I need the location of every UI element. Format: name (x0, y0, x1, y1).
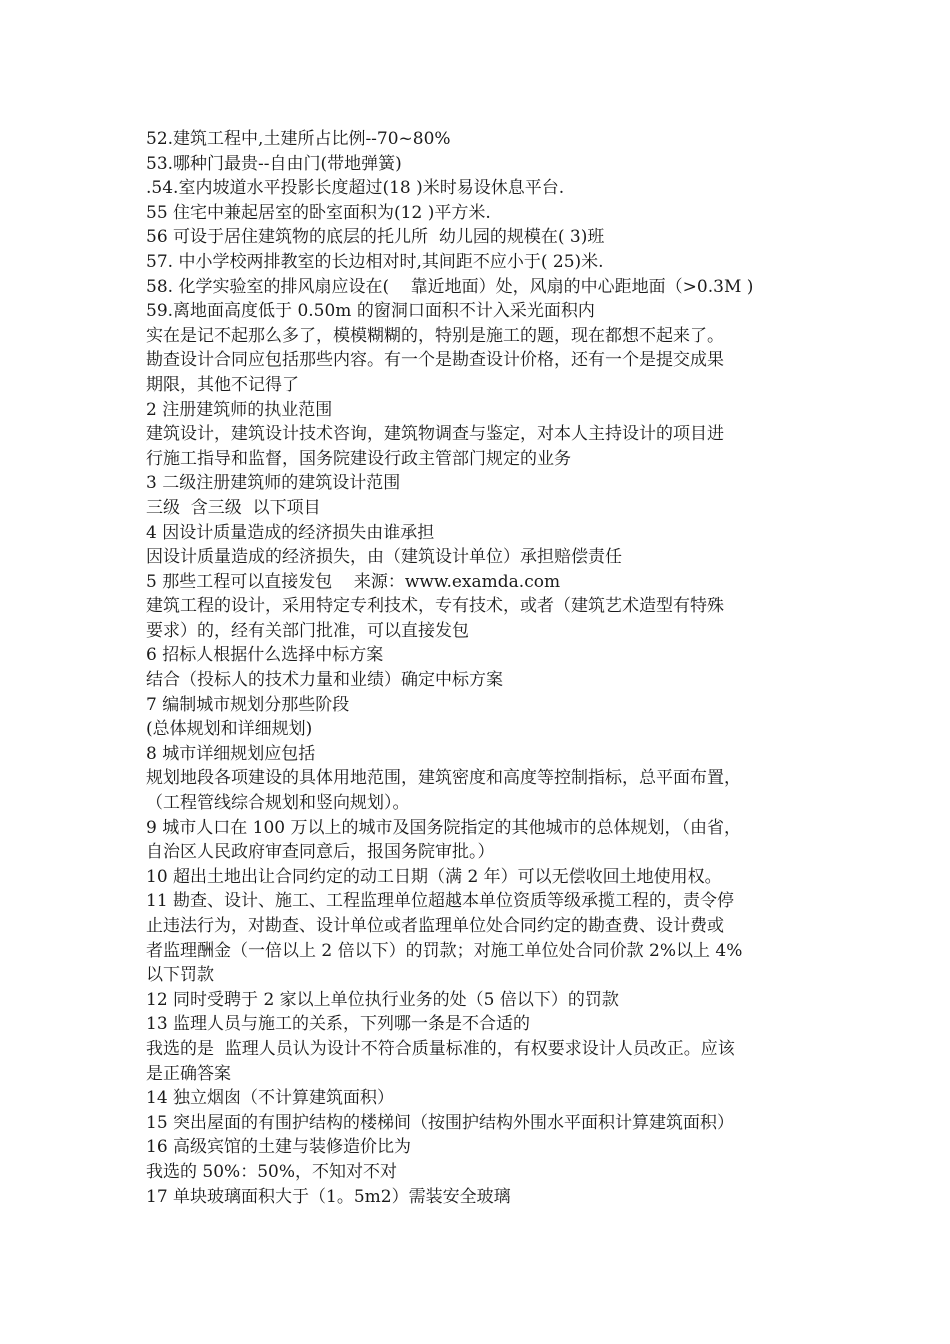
text-line: 16 高级宾馆的土建与装修造价比为 (146, 1137, 412, 1158)
text-line: 是正确答案 (146, 1063, 231, 1084)
text-line: 4 因设计质量造成的经济损失由谁承担 (146, 522, 435, 543)
text-line: 8 城市详细规划应包括 (146, 743, 316, 764)
text-line: 因设计质量造成的经济损失，由（建筑设计单位）承担赔偿责任 (146, 547, 622, 568)
text-line: 17 单块玻璃面积大于（1。5m2）需装安全玻璃 (146, 1186, 511, 1207)
text-line: 59.离地面高度低于 0.50m 的窗洞口面积不计入采光面积内 (146, 301, 595, 322)
text-line: 58. 化学实验室的排风扇应设在( 靠近地面）处，风扇的中心距地面（>0.3M ) (146, 276, 754, 297)
text-line: 15 突出屋面的有围护结构的楼梯间（按围护结构外围水平面积计算建筑面积） (146, 1112, 735, 1133)
text-line: 53.哪种门最贵--自由门(带地弹簧) (146, 153, 402, 174)
text-line: 以下罚款 (146, 965, 214, 986)
text-line: 实在是记不起那么多了，模模糊糊的，特别是施工的题，现在都想不起来了。 (146, 325, 724, 346)
text-line: （工程管线综合规划和竖向规划）。 (146, 793, 410, 814)
text-line: 勘查设计合同应包括那些内容。有一个是勘查设计价格，还有一个是提交成果 (146, 350, 724, 371)
text-line: 13 监理人员与施工的关系，下列哪一条是不合适的 (146, 1014, 531, 1035)
text-line: 要求）的，经有关部门批准，可以直接发包 (146, 620, 469, 641)
text-line: 止违法行为，对勘查、设计单位或者监理单位处合同约定的勘查费、设计费或 (146, 916, 724, 936)
text-line: 行施工指导和监督，国务院建设行政主管部门规定的业务 (146, 448, 571, 469)
text-line: 3 二级注册建筑师的建筑设计范围 (146, 473, 401, 494)
text-line: 56 可设于居住建筑物的底层的托儿所 幼儿园的规模在( 3)班 (146, 227, 605, 248)
text-line: 期限，其他不记得了 (146, 374, 299, 395)
text-line: 10 超出土地出让合同约定的动工日期（满 2 年）可以无偿收回土地使用权。 (146, 866, 722, 887)
text-line: 结合（投标人的技术力量和业绩）确定中标方案 (146, 670, 503, 691)
text-line: 6 招标人根据什么选择中标方案 (146, 645, 384, 666)
text-line: 12 同时受聘于 2 家以上单位执行业务的处（5 倍以下）的罚款 (146, 989, 619, 1010)
text-line: 建筑工程的设计，采用特定专利技术，专有技术，或者（建筑艺术造型有特殊 (146, 596, 724, 617)
text-line: 14 独立烟囱（不计算建筑面积） (146, 1088, 395, 1109)
text-line: 9 城市人口在 100 万以上的城市及国务院指定的其他城市的总体规划，（由省， (146, 817, 741, 838)
text-line: .54.室内坡道水平投影长度超过(18 )米时易设休息平台. (146, 178, 565, 199)
text-line: 57. 中小学校两排教室的长边相对时,其间距不应小于( 25)米. (146, 251, 604, 272)
text-line: 者监理酬金（一倍以上 2 倍以下）的罚款；对施工单位处合同价款 2%以上 4% (146, 940, 743, 961)
text-line: 我选的 50%：50%，不知对不对 (146, 1161, 397, 1182)
text-line: 55 住宅中兼起居室的卧室面积为(12 )平方米. (146, 202, 491, 223)
text-line: 我选的是 监理人员认为设计不符合质量标准的，有权要求设计人员改正。应该 (146, 1038, 735, 1059)
text-line: 自治区人民政府审查同意后，报国务院审批。） (146, 842, 495, 863)
document-body (146, 127, 826, 1209)
text-line: 三级 含三级 以下项目 (146, 497, 321, 518)
text-line: 建筑设计，建筑设计技术咨询，建筑物调查与鉴定，对本人主持设计的项目进 (146, 424, 724, 445)
text-line: 5 那些工程可以直接发包 来源：www.examda.com (146, 571, 561, 592)
text-line: 2 注册建筑师的执业范围 (146, 399, 333, 420)
text-line: 规划地段各项建设的具体用地范围，建筑密度和高度等控制指标，总平面布置， (146, 768, 741, 789)
text-line: 11 勘查、设计、施工、工程监理单位超越本单位资质等级承揽工程的，责令停 (146, 891, 735, 912)
text-line: (总体规划和详细规划) (146, 719, 313, 740)
text-line: 52.建筑工程中,土建所占比例--70~80% (146, 129, 451, 149)
text-line: 7 编制城市规划分那些阶段 (146, 694, 350, 715)
